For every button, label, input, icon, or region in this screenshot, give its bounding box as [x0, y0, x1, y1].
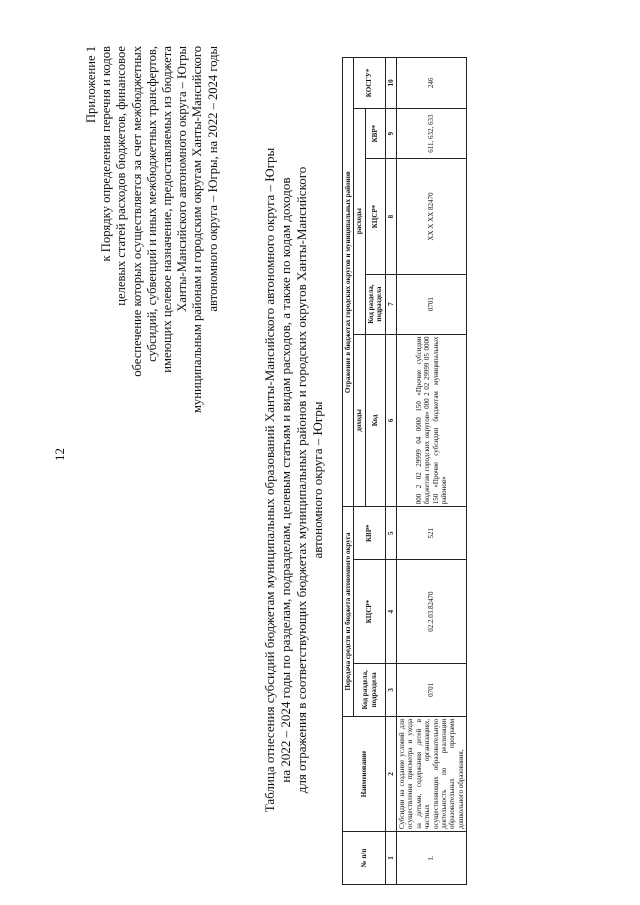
appendix-line: к Порядку определения перечня и кодов: [99, 46, 114, 262]
col-number: 8: [385, 159, 396, 274]
header-r-kosgu: КОСГУ*: [354, 58, 385, 109]
col-number: 10: [385, 58, 396, 109]
appendix-line: обеспечение которых осуществляется за счет межбюджетных: [129, 46, 144, 377]
col-number: 4: [385, 560, 396, 664]
row-num: 1.: [397, 832, 467, 885]
row-r-kosgu: 246: [397, 58, 467, 109]
header-transfer: Передача средств из бюджета автономного округа: [343, 507, 354, 717]
header-name: Наименование: [343, 716, 386, 831]
appendix-line: целевых статей расходов бюджетов, финансовое: [114, 46, 129, 306]
header-t-kcsr: КЦСР*: [354, 560, 385, 664]
appendix-line: муниципальным районам и городским округам Ханты-Мансийского: [190, 46, 205, 414]
row-r-kcsr: XX X XX 82470: [397, 159, 467, 274]
header-expense: расходы: [354, 108, 365, 334]
header-t-kvr: КВР*: [354, 507, 385, 560]
col-number: 5: [385, 507, 396, 560]
appendix-line: субсидий, субвенций и иных межбюджетных трансфертов,: [144, 46, 159, 362]
header-num: № п/п: [343, 832, 386, 885]
row-r-section: 0701: [397, 274, 467, 334]
header-income-code: Код: [365, 334, 385, 507]
header-income: доходы: [354, 334, 365, 507]
row-income-code: 000 2 02 29999 04 0000 150 «Прочие субсидии бюджетам городских округов» 000 2 02 29999 05 0000 150 «Прочие субсидии бюджетам муниципальных районов»: [397, 334, 467, 507]
heading-line: автономного округа – Югры: [310, 401, 325, 559]
subsidy-table: [342, 57, 467, 885]
row-name: Субсидии на создание условий для осуществления присмотра и ухода за детьми, содержания детей в частных организациях, осуществляющих образовательную деятельность по реализации образовательных программ дошкольного образования,: [397, 716, 467, 831]
header-t-section: Код раздела, подраздела: [354, 663, 385, 716]
appendix-line: имеющих целевое назначение, предоставляемых из бюджета: [160, 46, 175, 373]
header-row-1: [343, 58, 354, 885]
row-t-kcsr: 02.2.03.82470: [397, 560, 467, 664]
heading-line: для отражения в соответствующих бюджетах муниципальных районов и городских округов Ханты-Мансийского: [294, 166, 309, 794]
col-number: 3: [385, 663, 396, 716]
header-reflect: Отражение в бюджетах городских округов и муниципальных районов: [343, 58, 354, 507]
header-r-section: Код раздела, подраздела: [365, 274, 385, 334]
appendix-line: Ханты-Мансийского автономного округа – Югры: [175, 46, 190, 312]
appendix-block: [84, 46, 221, 566]
col-number: 1: [385, 832, 396, 885]
table-row: [397, 58, 467, 885]
col-number: 7: [385, 274, 396, 334]
table-heading: [262, 95, 326, 865]
col-number: 2: [385, 716, 396, 831]
heading-line: на 2022 – 2024 годы по разделам, подразделам, целевым статьям и видам расходов, а также по кодам доходов: [278, 177, 293, 783]
heading-line: Таблица отнесения субсидий бюджетам муниципальных образований Ханты-Мансийского автономного округа – Югры: [262, 147, 277, 813]
column-number-row: [385, 58, 396, 885]
row-t-kvr: 521: [397, 507, 467, 560]
header-r-kcsr: КЦСР*: [365, 159, 385, 274]
appendix-line: Приложение 1: [84, 46, 98, 124]
header-r-kvr: КВР*: [365, 108, 385, 159]
col-number: 9: [385, 108, 396, 159]
row-t-section: 0701: [397, 663, 467, 716]
col-number: 6: [385, 334, 396, 507]
appendix-line: автономного округа – Югры, на 2022 – 2024 годы: [205, 46, 220, 312]
page-number: 12: [52, 448, 67, 461]
row-r-kvr: 611, 632, 633: [397, 108, 467, 159]
